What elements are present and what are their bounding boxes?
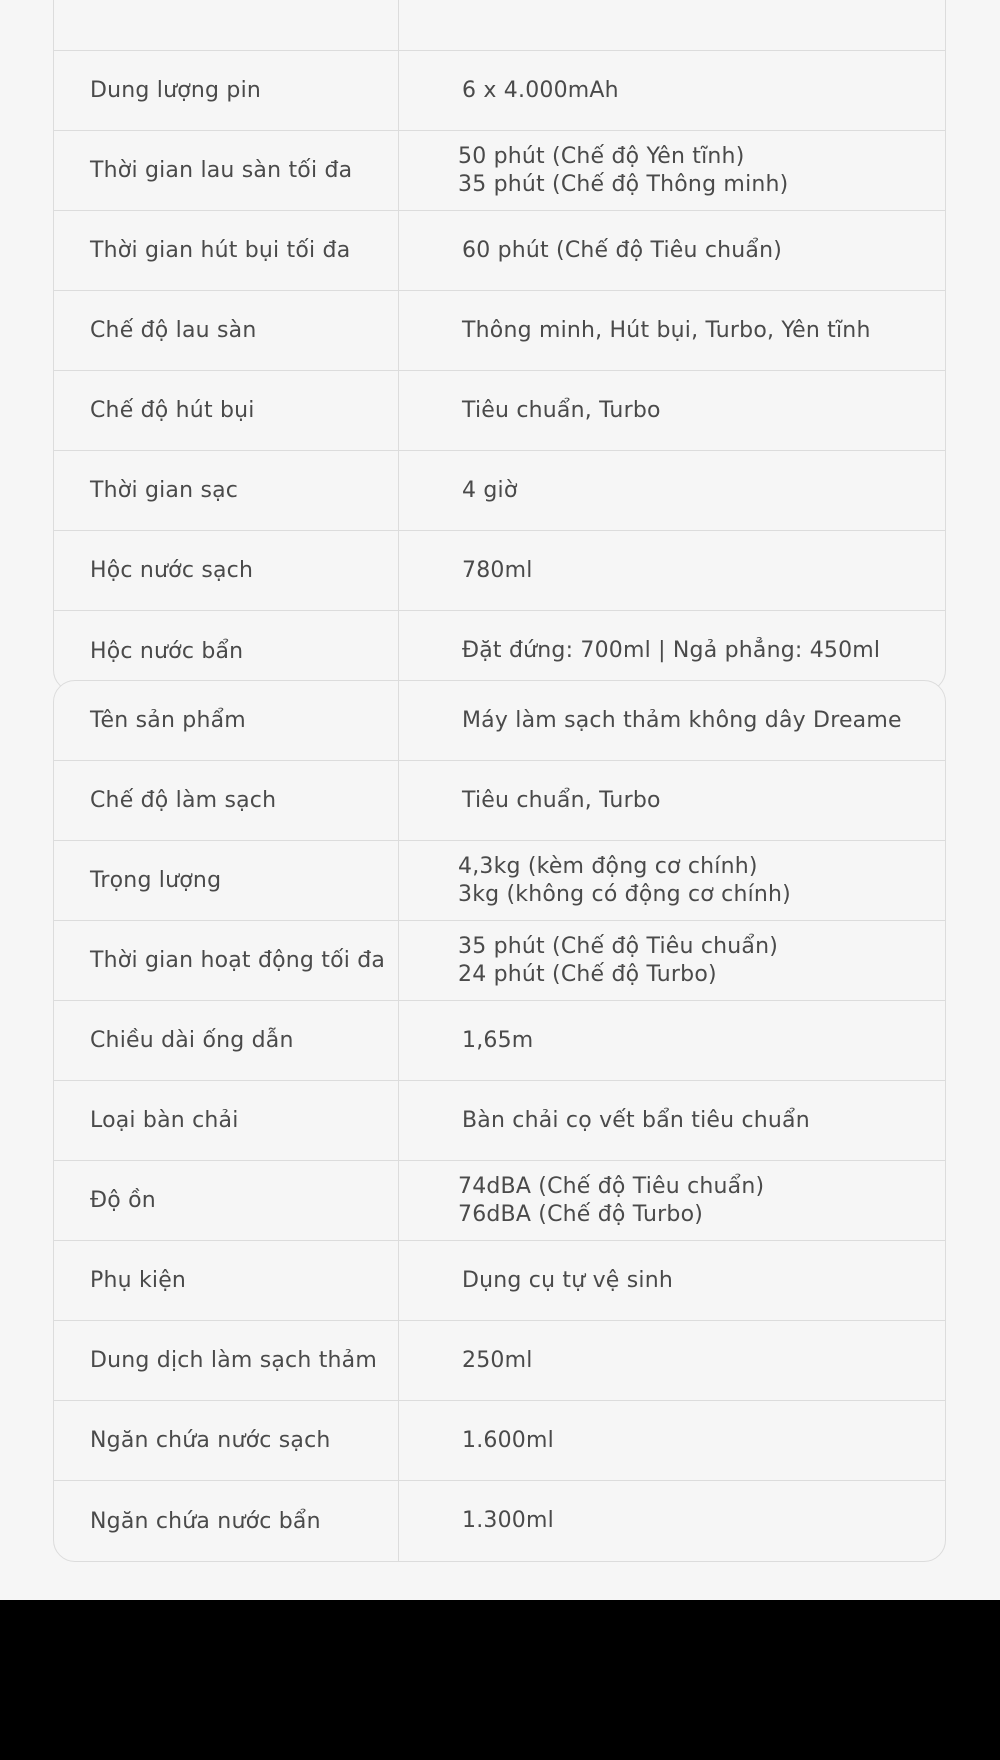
- spec-label: Chế độ lau sàn: [54, 291, 399, 370]
- table-row: [54, 451, 945, 531]
- spec-value-line: 4,3kg (kèm động cơ chính): [458, 853, 758, 879]
- table-row: [54, 681, 945, 761]
- spec-value: [399, 1161, 945, 1240]
- table-row: [54, 761, 945, 841]
- spec-value-line: Bàn chải cọ vết bẩn tiêu chuẩn: [462, 1107, 810, 1133]
- spec-value-line: 3kg (không có động cơ chính): [458, 881, 791, 907]
- spec-value: [399, 1081, 945, 1160]
- spec-label: Độ ồn: [54, 1161, 399, 1240]
- table-row: [54, 1321, 945, 1401]
- spec-value: [399, 1401, 945, 1480]
- spec-value-line: Tiêu chuẩn, Turbo: [462, 397, 661, 423]
- table-row: [54, 531, 945, 611]
- spec-value-line: 1.300ml: [462, 1508, 554, 1533]
- spec-label: Phụ kiện: [54, 1241, 399, 1320]
- spec-value: [399, 1241, 945, 1320]
- spec-value-line: Máy làm sạch thảm không dây Dreame: [462, 707, 902, 733]
- spec-label: Dung dịch làm sạch thảm: [54, 1321, 399, 1400]
- table-row: [54, 0, 945, 51]
- spec-value: [399, 371, 945, 450]
- spec-value: [399, 291, 945, 370]
- spec-value-line: Dụng cụ tự vệ sinh: [462, 1267, 673, 1293]
- spec-value-line: 24 phút (Chế độ Turbo): [458, 961, 717, 987]
- spec-value: [399, 1481, 945, 1561]
- spec-label: Chiều dài ống dẫn: [54, 1001, 399, 1080]
- table-row: [54, 371, 945, 451]
- spec-value-line: 1.600ml: [462, 1427, 554, 1453]
- spec-label: Ngăn chứa nước sạch: [54, 1401, 399, 1480]
- spec-value: [399, 211, 945, 290]
- spec-value-line: 1,65m: [462, 1027, 534, 1053]
- spec-label: Loại bàn chải: [54, 1081, 399, 1160]
- table-row: [54, 841, 945, 921]
- spec-value: [399, 841, 945, 920]
- spec-label: Hộc nước bẩn: [54, 611, 399, 691]
- table-row: [54, 291, 945, 371]
- spec-value-line: 35 phút (Chế độ Thông minh): [458, 171, 789, 197]
- table-row: [54, 1081, 945, 1161]
- spec-value: [399, 451, 945, 530]
- spec-value-line: 4 giờ: [462, 477, 518, 503]
- spec-label: Thời gian sạc: [54, 451, 399, 530]
- spec-value: [399, 611, 945, 691]
- table-row: [54, 51, 945, 131]
- spec-label: Thời gian hoạt động tối đa: [54, 921, 399, 1000]
- spec-value: [399, 761, 945, 840]
- carpet-cleaner-spec-table: [53, 680, 946, 1562]
- spec-value: [399, 1321, 945, 1400]
- spec-value: [399, 531, 945, 610]
- spec-value-line: 50 phút (Chế độ Yên tĩnh): [458, 143, 745, 169]
- spec-value-line: 6 x 4.000mAh: [462, 77, 619, 103]
- spec-value-line: 250ml: [462, 1347, 533, 1373]
- spec-value: [399, 131, 945, 210]
- spec-value-line: 780ml: [462, 557, 533, 583]
- table-row: [54, 211, 945, 291]
- spec-value-line: 76dBA (Chế độ Turbo): [458, 1201, 704, 1227]
- table-row: [54, 921, 945, 1001]
- spec-label: Trọng lượng: [54, 841, 399, 920]
- spec-value: [399, 0, 945, 50]
- table-row: [54, 1241, 945, 1321]
- table-row: [54, 1001, 945, 1081]
- spec-value: [399, 681, 945, 760]
- spec-value-line: Tiêu chuẩn, Turbo: [462, 787, 661, 813]
- spec-value: [399, 1001, 945, 1080]
- spec-value-line: 74dBA (Chế độ Tiêu chuẩn): [458, 1173, 765, 1199]
- spec-value-line: Đặt đứng: 700ml | Ngả phẳng: 450ml: [462, 638, 881, 663]
- spec-label: Chế độ hút bụi: [54, 371, 399, 450]
- table-row: [54, 1401, 945, 1481]
- spec-value-line: 35 phút (Chế độ Tiêu chuẩn): [458, 933, 779, 959]
- bottom-black-band: [0, 1600, 1000, 1760]
- spec-value-line: 60 phút (Chế độ Tiêu chuẩn): [462, 237, 783, 263]
- table-row: [54, 131, 945, 211]
- spec-value: [399, 51, 945, 130]
- table-row: [54, 1481, 945, 1561]
- spec-label: Dung lượng pin: [54, 51, 399, 130]
- spec-label: Tên sản phẩm: [54, 681, 399, 760]
- spec-label: Hộc nước sạch: [54, 531, 399, 610]
- table-row: [54, 611, 945, 691]
- spec-label: Thời gian lau sàn tối đa: [54, 131, 399, 210]
- spec-label: Chế độ làm sạch: [54, 761, 399, 840]
- spec-value-line: Thông minh, Hút bụi, Turbo, Yên tĩnh: [462, 317, 871, 343]
- spec-label: Thời gian hút bụi tối đa: [54, 211, 399, 290]
- spec-label: Ngăn chứa nước bẩn: [54, 1481, 399, 1561]
- battery-cleaning-spec-table: [53, 0, 946, 692]
- spec-label: [54, 0, 399, 50]
- table-row: [54, 1161, 945, 1241]
- spec-value: [399, 921, 945, 1000]
